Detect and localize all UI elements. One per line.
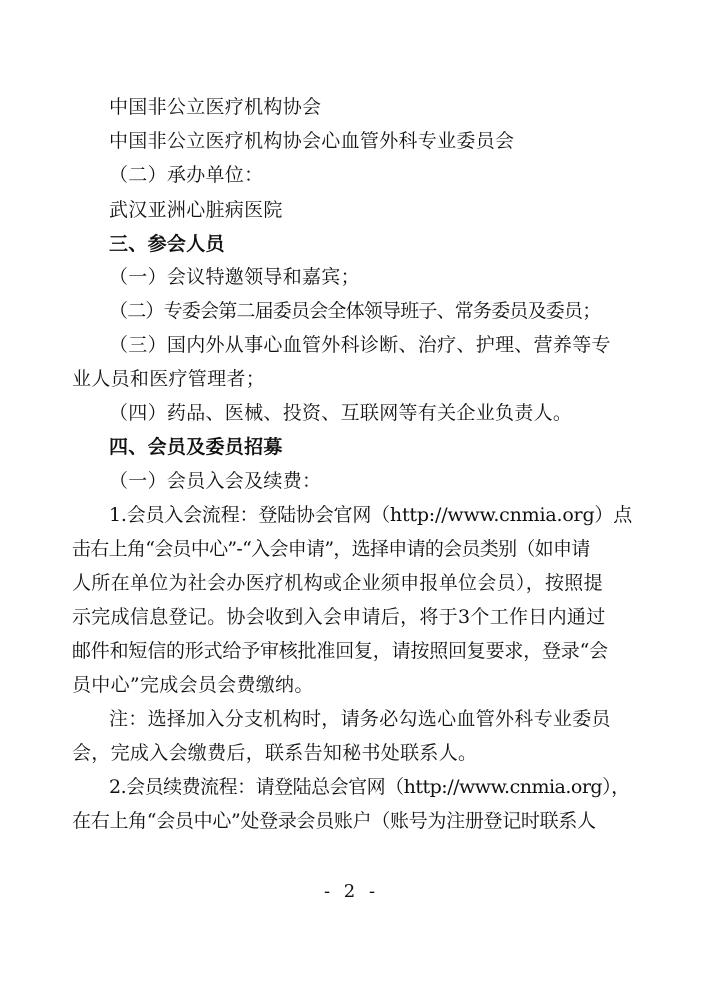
organizer-line-1: 中国非公立医疗机构协会 — [109, 96, 322, 118]
join-process-para: 邮件和短信的形式给予审核批准回复，请按照回复要求，登录“会 — [72, 640, 608, 662]
renew-process-para: 在右上角“会员中心”处登录会员账户（账号为注册登记时联系人 — [72, 810, 596, 832]
join-process-para: 1.会员入会流程：登陆协会官网（http://www.cnmia.org）点 — [109, 504, 633, 526]
section-heading-host: （二）承办单位： — [109, 164, 264, 186]
renew-process-para: 2.会员续费流程：请登陆总会官网（http://www.cnmia.org）， — [109, 776, 630, 798]
join-process-para: 员中心”完成会员会费缴纳。 — [72, 674, 314, 696]
attendee-item-3-cont: 业人员和医疗管理者； — [72, 368, 266, 390]
join-process-para: 示完成信息登记。协会收到入会申请后，将于3个工作日内通过 — [72, 606, 606, 628]
section-heading-attendees: 三、参会人员 — [109, 233, 225, 255]
host-unit: 武汉亚洲心脏病医院 — [109, 199, 283, 221]
attendee-item-1: （一）会议特邀领导和嘉宾； — [109, 266, 360, 288]
attendee-item-3: （三）国内外从事心血管外科诊断、治疗、护理、营养等专 — [109, 334, 611, 356]
join-process-para: 人所在单位为社会办医疗机构或企业须申报单位会员），按照提 — [72, 572, 603, 594]
subheading-join-renew: （一）会员入会及续费： — [109, 470, 322, 492]
note-para: 会，完成入会缴费后，联系告知秘书处联系人。 — [72, 742, 478, 764]
join-process-para: 击右上角“会员中心”-“入会申请”，选择申请的会员类别（如申请 — [72, 538, 590, 560]
attendee-item-2: （二）专委会第二届委员会全体领导班子、常务委员及委员； — [109, 300, 601, 322]
attendee-item-4: （四）药品、医械、投资、互联网等有关企业负责人。 — [109, 402, 573, 424]
page-number: - 2 - — [323, 881, 380, 902]
note-para: 注：选择加入分支机构时，请务必勾选心血管外科专业委员 — [109, 708, 611, 730]
section-heading-membership: 四、会员及委员招募 — [109, 436, 283, 458]
organizer-line-2: 中国非公立医疗机构协会心血管外科专业委员会 — [109, 130, 515, 152]
